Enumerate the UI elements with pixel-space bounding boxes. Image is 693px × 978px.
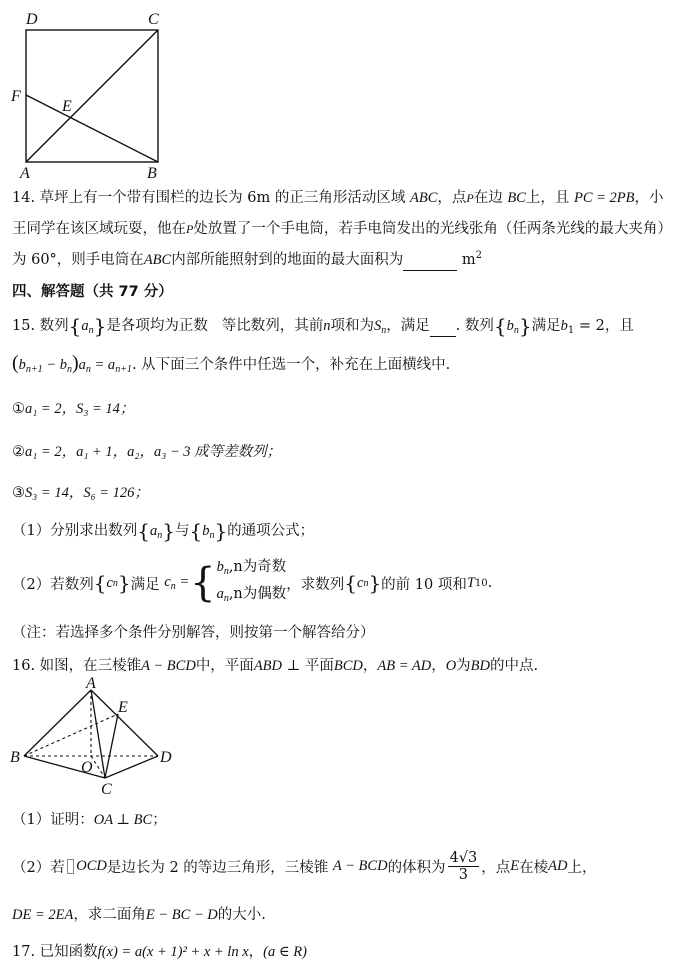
q14-line1: [12, 186, 664, 207]
q15-text: 是各项均为正数: [106, 318, 208, 334]
q14-text: 草坪上有一个带有围栏的边长为 6m 的正三角形活动区域: [39, 190, 406, 206]
label-f: F: [11, 88, 21, 105]
q14-text: 王同学在该区域玩耍，他在: [12, 221, 186, 237]
tet-label-c: C: [101, 781, 112, 798]
brace-close: }: [214, 519, 228, 543]
section-heading: 四、解答题（共 77 分）: [12, 284, 173, 300]
choice-marker: ③: [12, 485, 25, 501]
q15-text: 的前 10 项和: [381, 576, 467, 593]
label-c: C: [148, 11, 159, 28]
q16-text: 在棱: [519, 859, 549, 876]
q14-text: ，小: [634, 190, 664, 206]
q15-text: 项和为: [330, 318, 374, 334]
brace-close: }: [117, 571, 131, 595]
q15-math: b: [560, 318, 568, 334]
q16-math: AD: [548, 857, 568, 874]
q16-text: 如图，在三棱锥: [39, 658, 142, 674]
q14-math-p: P: [186, 222, 194, 236]
q16-text: ，求二面角: [73, 907, 146, 923]
q15-text: ，满足: [386, 318, 430, 334]
tet-label-o: O: [81, 759, 93, 776]
q15-text: 满足: [130, 576, 160, 593]
choice-text: a₁ = 2，a₁ + 1，a₂，a₃ − 3 成等差数列；: [25, 444, 282, 460]
q16-part1: [12, 808, 167, 829]
frac-num: 4√3: [449, 849, 478, 866]
q17-line1: [12, 940, 307, 961]
sub-n: n: [88, 325, 94, 336]
q16-math: O: [445, 658, 457, 674]
sub-n: n: [157, 530, 163, 541]
q14-text: 处放置了一个手电筒，若手电筒发出的光线张角（任两条光线的最大夹角）: [193, 221, 672, 237]
label-a: A: [20, 165, 30, 182]
choice-text: a₁ = 2，S₃ = 14；: [25, 401, 135, 417]
q15-text: . 数列: [455, 318, 494, 334]
q15-text: （2）若数列: [12, 576, 94, 593]
brace-open: {: [68, 314, 82, 338]
sub-10: 10: [474, 577, 488, 589]
q15-math: a: [81, 318, 89, 334]
brace-close: }: [518, 314, 532, 338]
q16-text: 的中点.: [490, 658, 539, 674]
frac-den: 3: [458, 866, 469, 883]
q15-answer-blank[interactable]: [430, 320, 456, 337]
label-d: D: [26, 11, 38, 28]
q15-note: （注：若选择多个条件分别解答，则按第一个解答给分）: [12, 625, 375, 641]
q14-answer-blank[interactable]: [403, 254, 457, 271]
q16-number: 16.: [12, 658, 36, 674]
q15-choice-3: [12, 481, 149, 502]
q15-text: 满足: [531, 318, 561, 334]
q16-text: ，: [362, 658, 378, 674]
q15-text: 与: [174, 523, 190, 539]
q14-text: 为 60°，则手电筒在: [12, 252, 144, 268]
q15-text: 数列: [39, 318, 69, 334]
q15-choice-2: [12, 440, 281, 461]
q16-text: ，点: [481, 859, 511, 876]
q15-choice-1: [12, 397, 134, 418]
brace-open: {: [93, 571, 107, 595]
q14-text: 在边: [473, 190, 503, 206]
q14-math-p: P: [466, 191, 474, 205]
tet-label-e: E: [118, 699, 128, 716]
brace-open: {: [493, 314, 507, 338]
q15-math: n: [323, 318, 331, 334]
q14-line2: [12, 217, 672, 238]
q14-unit: m: [461, 252, 476, 268]
q15-text: 的通项公式；: [227, 523, 315, 539]
q15-recurrence: $(b_{n+1} - b_n)a_n = a_{n+1}$: [12, 352, 132, 375]
q16-text: （2）若: [12, 859, 65, 876]
choice-marker: ②: [12, 444, 25, 460]
q15-math: c: [106, 574, 113, 591]
q16-part2: [12, 844, 596, 888]
label-e: E: [62, 98, 72, 115]
brace-close: }: [162, 519, 175, 543]
q16-line1: [12, 654, 538, 675]
sub-n: n: [112, 577, 118, 589]
q16-text: 为: [456, 658, 471, 674]
q14-math-eq: PC = 2PB: [573, 190, 635, 206]
q17-math: f(x) = a(x + 1)² + x + ln x: [97, 944, 249, 960]
q16-math: DE = 2EA: [12, 907, 74, 923]
brace-open: {: [344, 571, 357, 595]
q14-number: 14.: [12, 190, 36, 206]
q15-line2: $(b_{n+1} - b_n)a_n = a_{n+1}$. 从下面三个条件中任选一个，补充在上面横线中.: [12, 352, 451, 375]
q15-text: 从下面三个条件中任选一个，补充在上面横线中.: [141, 357, 451, 373]
case-text: ,n为奇数: [228, 559, 287, 575]
q17-number: 17.: [12, 944, 36, 960]
q15-part2: （2）若数列 { c n } 满足 $c_n$ = { $b_n,n$为奇数 $a_n,n$为偶数 ，求数列 { c n } 的前 10 项和 T 10 .: [12, 560, 492, 606]
q15-part1: [12, 519, 314, 541]
q17-math: (a ∈ R): [263, 944, 307, 960]
q16-part2-cont: [12, 903, 266, 924]
sub-1: 1: [567, 325, 575, 336]
q15-math: c: [357, 574, 364, 591]
sub-n: n: [381, 325, 387, 336]
q16-text: ；: [152, 812, 167, 828]
q16-math: A − BCD: [332, 857, 388, 874]
q17-text: 已知函数: [39, 944, 98, 960]
q16-text: 是边长为 2 的等边三角形，三棱锥: [106, 859, 329, 876]
figure-square-abcd: [0, 0, 200, 182]
piecewise-brace: {: [190, 560, 216, 606]
q14-line3: [12, 248, 482, 271]
q16-math: OA ⊥ BC: [93, 812, 153, 828]
tet-label-a: A: [86, 676, 96, 692]
q16-text: 的体积为: [387, 859, 446, 876]
q17-text: ，: [248, 944, 264, 960]
q14-text: 内部所能照射到的地面的最大面积为: [171, 252, 404, 268]
q16-math: BCD: [333, 658, 363, 674]
q16-text: 平面: [304, 658, 334, 674]
triangle-icon: [67, 859, 75, 874]
brace-close: }: [368, 571, 382, 595]
q15-math: a: [149, 523, 158, 539]
q16-math: BD: [470, 658, 491, 674]
q16-math: ABD: [253, 658, 282, 674]
tet-label-b: B: [10, 749, 20, 766]
choice-marker: ①: [12, 401, 25, 417]
q15-math: $c_n$ =: [164, 574, 190, 592]
figure-tetrahedron: [0, 676, 190, 800]
sub-n: n: [513, 325, 519, 336]
q15-math: b: [202, 523, 210, 539]
q14-text: ，点: [437, 190, 467, 206]
q16-math: ⊥: [282, 658, 305, 674]
q16-math: E − BC − D: [145, 907, 218, 923]
q16-text: （1）证明：: [12, 812, 94, 828]
q16-text: ，: [431, 658, 446, 674]
piecewise-cases: $b_n,n$为奇数 $a_n,n$为偶数: [216, 559, 287, 604]
q16-text: 上，: [567, 859, 597, 876]
q15-math: T: [466, 574, 475, 591]
q16-math: AB = AD: [377, 658, 432, 674]
q16-text: 的大小.: [217, 907, 266, 923]
q14-math-abc: ABC: [143, 252, 172, 268]
sub-n: n: [209, 530, 215, 541]
brace-close: }: [93, 314, 107, 338]
choice-text: S₃ = 14，S₆ = 126；: [25, 485, 149, 501]
brace-open: {: [137, 519, 150, 543]
q16-text: 中，平面: [195, 658, 254, 674]
case-a: a: [216, 586, 224, 602]
tet-label-d: D: [160, 749, 172, 766]
sub-n: n: [363, 577, 369, 589]
volume-fraction: [448, 850, 480, 883]
q15-text: ，求数列: [286, 576, 345, 593]
q15-text: ，且: [604, 318, 634, 334]
q16-math: E: [510, 857, 520, 874]
q16-math: OCD: [76, 857, 107, 874]
case-text: ,n为偶数: [228, 586, 287, 602]
q15-line1: [12, 314, 634, 337]
q16-math: A − BCD: [141, 658, 196, 674]
q14-text: 上，且: [525, 190, 570, 206]
q15-text: （1）分别求出数列: [12, 523, 138, 539]
q15-number: 15.: [12, 318, 36, 334]
q15-math: b: [506, 318, 514, 334]
brace-open: {: [189, 519, 203, 543]
label-b: B: [147, 165, 157, 182]
q14-math-abc: ABC: [409, 190, 438, 206]
q15-math: S: [373, 318, 382, 334]
q14-unit-exp: 2: [475, 250, 482, 261]
case-b: b: [216, 559, 224, 575]
q14-math-bc: BC: [507, 190, 526, 206]
q15-math: = 2: [574, 318, 605, 334]
q15-text: 等比数列，其前: [221, 318, 324, 334]
